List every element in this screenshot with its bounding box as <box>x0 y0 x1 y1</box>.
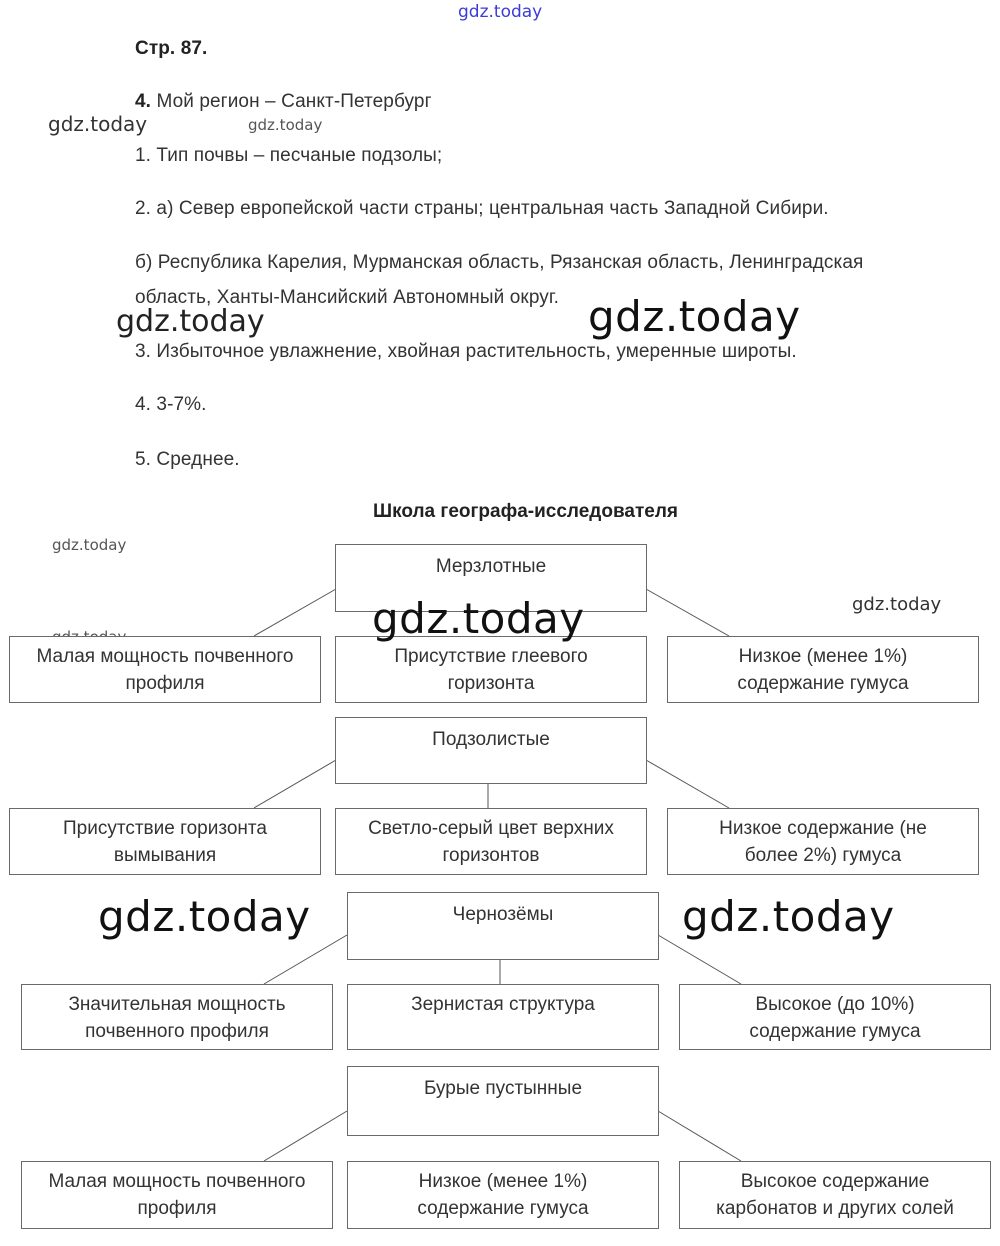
soil-feature-line: Малая мощность почвенного <box>48 1171 306 1192</box>
soil-feature-line: Малая мощность почвенного <box>36 646 294 667</box>
connector-line <box>264 1111 347 1161</box>
soil-feature-line: содержание гумуса <box>737 673 909 694</box>
watermark: gdz.today <box>48 112 148 136</box>
soil-type-box <box>347 892 659 960</box>
connector-line <box>254 760 336 808</box>
watermark: gdz.today <box>52 536 127 554</box>
soil-feature-box <box>9 808 321 875</box>
soil-type-label: Подзолистые <box>432 729 550 750</box>
soil-feature-line: содержание гумуса <box>749 1021 921 1042</box>
watermark: gdz.today <box>248 116 323 134</box>
answer-item-2a: 2. а) Север европейской части страны; центральная часть Западной Сибири. <box>135 198 829 219</box>
soil-feature-box <box>679 984 991 1050</box>
soil-feature-line: Низкое (менее 1%) <box>418 1171 588 1192</box>
soil-feature-box <box>21 1161 333 1229</box>
watermark: gdz.today <box>116 304 265 339</box>
watermark: gdz.today <box>852 594 942 615</box>
diagram-title: Школа географа-исследователя <box>373 501 678 522</box>
soil-type-label: Мерзлотные <box>435 556 547 577</box>
connector-line <box>658 935 741 984</box>
soil-feature-line: Присутствие горизонта <box>63 818 267 839</box>
answer-item-2b-cont: область, Ханты-Мансийский Автономный округ. <box>135 287 559 308</box>
soil-feature-box <box>335 636 647 703</box>
soil-feature-line: Высокое содержание <box>740 1171 930 1192</box>
watermark: gdz.today <box>588 292 801 341</box>
soil-feature-box <box>679 1161 991 1229</box>
soil-feature-line: Значительная мощность <box>68 994 286 1015</box>
soil-feature-box <box>347 984 659 1050</box>
soil-type-box <box>335 717 647 784</box>
answer-item-2b: б) Республика Карелия, Мурманская область, Рязанская область, Ленинградская <box>135 252 864 273</box>
soil-type-label: Чернозёмы <box>452 904 554 925</box>
answer-item-5: 5. Среднее. <box>135 449 240 470</box>
soil-feature-box <box>335 808 647 875</box>
answer-item-4: 4. 3-7%. <box>135 394 207 415</box>
watermark: gdz.today <box>682 892 895 941</box>
answer-item-3: 3. Избыточное увлажнение, хвойная растительность, умеренные широты. <box>135 341 797 362</box>
connector-line <box>658 1111 741 1161</box>
soil-feature-line: Низкое содержание (не <box>719 818 927 839</box>
soil-feature-box <box>21 984 333 1050</box>
connector-line <box>646 589 729 636</box>
soil-feature-line: Низкое (менее 1%) <box>738 646 908 667</box>
soil-type-label: Бурые пустынные <box>423 1078 583 1099</box>
task-number: 4. <box>135 91 152 112</box>
watermark-top: gdz.today <box>458 2 543 22</box>
soil-feature-box <box>9 636 321 703</box>
soil-feature-line: горизонта <box>447 673 535 694</box>
soil-feature-line: почвенного профиля <box>85 1021 269 1042</box>
soil-feature-line: профиля <box>125 673 205 694</box>
soil-feature-line: горизонтов <box>442 845 540 866</box>
soil-feature-line: Светло-серый цвет верхних <box>368 818 614 839</box>
soil-feature-line: Зернистая структура <box>411 994 595 1015</box>
soil-feature-line: Высокое (до 10%) <box>755 994 915 1015</box>
task-title: Мой регион – Санкт-Петербург <box>156 91 432 112</box>
soil-feature-line: более 2%) гумуса <box>744 845 902 866</box>
soil-feature-line: карбонатов и других солей <box>716 1198 954 1219</box>
page-ref: Стр. 87. <box>135 38 208 59</box>
connector-line <box>254 589 336 636</box>
connector-line <box>646 760 729 808</box>
soil-feature-line: Присутствие глеевого <box>394 646 588 667</box>
soil-feature-line: вымывания <box>113 845 217 866</box>
watermark: gdz.today <box>98 892 311 941</box>
soil-feature-line: содержание гумуса <box>417 1198 589 1219</box>
soil-type-box <box>347 1066 659 1136</box>
watermark: gdz.today <box>372 594 585 643</box>
answer-item-1: 1. Тип почвы – песчаные подзолы; <box>135 145 443 166</box>
connector-line <box>264 935 347 984</box>
soil-feature-box <box>347 1161 659 1229</box>
soil-feature-line: профиля <box>137 1198 217 1219</box>
soil-feature-box <box>667 808 979 875</box>
soil-feature-box <box>667 636 979 703</box>
